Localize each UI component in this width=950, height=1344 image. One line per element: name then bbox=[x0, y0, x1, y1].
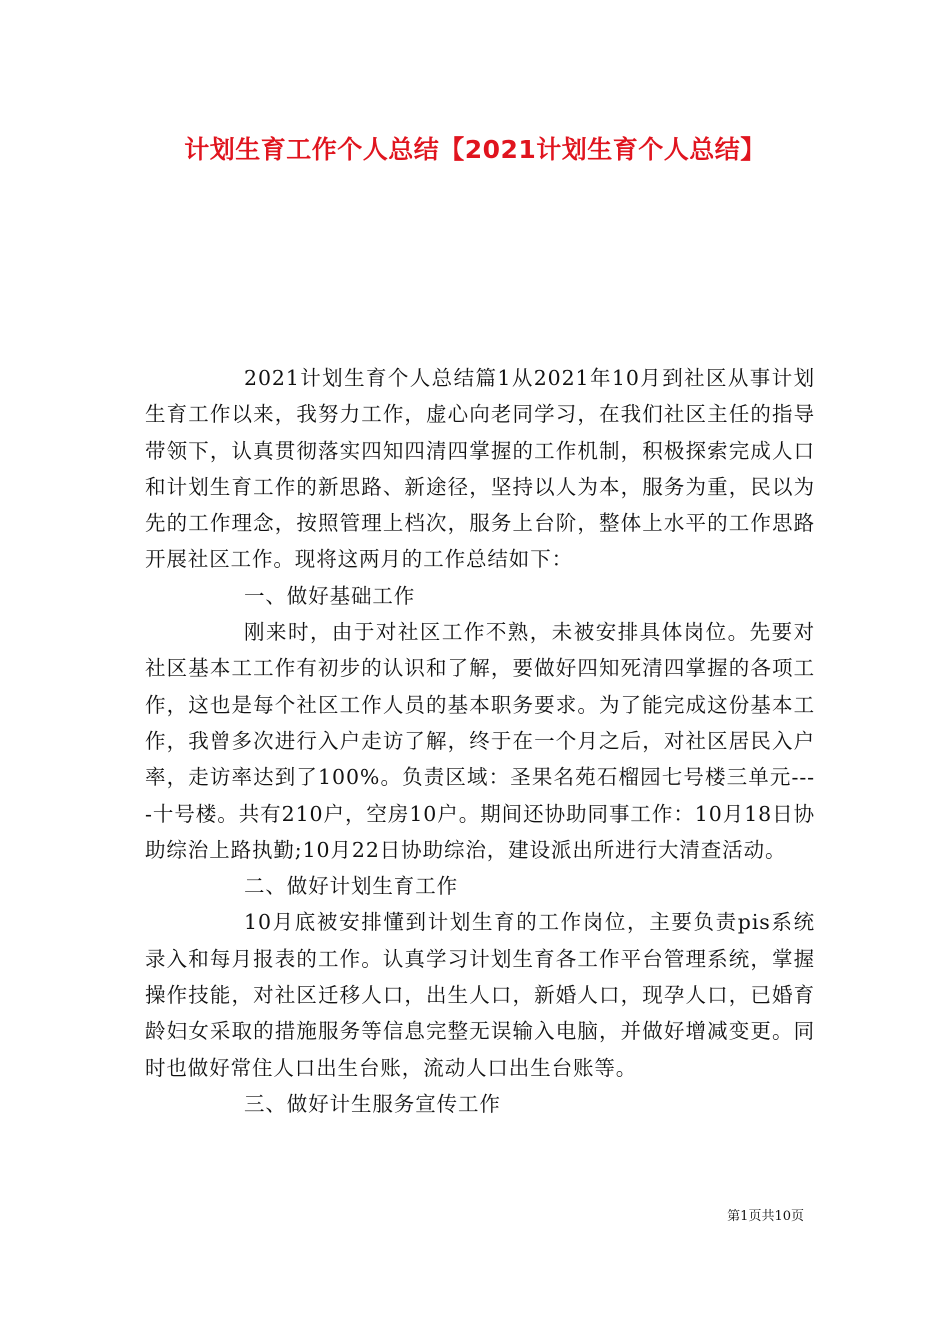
document-title: 计划生育工作个人总结【2021计划生育个人总结】 bbox=[184, 135, 766, 164]
section-heading-2: 二、做好计划生育工作 bbox=[244, 874, 458, 899]
page-number: 第1页共10页 bbox=[727, 1209, 804, 1224]
paragraph-intro: 2021计划生育个人总结篇1从2021年10月到社区从事计划生育工作以来，我努力工作，虚心向老同学习，在我们社区主任的指导带领下，认真贯彻落实四知四清四掌握的工作机制，积极探索完成人口和计划生育工作的新思路、新途径，坚持以人为本，服务为重，民以为先的工作理念，按照管理上档次，服务上台阶，整体上水平的工作思路开展社区工作。现将这两月的工作总结如下： bbox=[145, 366, 815, 572]
section-heading-3: 三、做好计生服务宣传工作 bbox=[244, 1091, 501, 1116]
document-body bbox=[145, 360, 815, 1122]
paragraph-section-2: 10月底被安排懂到计划生育的工作岗位，主要负责pis系统录入和每月报表的工作。认真学习计划生育各工作平台管理系统，掌握操作技能，对社区迁移人口，出生人口，新婚人口，现孕人口，已婚育龄妇女采取的措施服务等信息完整无误输入电脑，并做好增减变更。同时也做好常住人口出生台账，流动人口出生台账等。 bbox=[145, 910, 815, 1080]
paragraph-section-1: 刚来时，由于对社区工作不熟，未被安排具体岗位。先要对社区基本工工作有初步的认识和了解，要做好四知死清四掌握的各项工作，这也是每个社区工作人员的基本职务要求。为了能完成这份基本工作，我曾多次进行入户走访了解，终于在一个月之后，对社区居民入户率，走访率达到了100%。负责区域：圣果名苑石榴园七号楼三单元----十号楼。共有210户，空房10户。期间还协助同事工作：10月18日协助综治上路执勤;10月22日协助综治，建设派出所进行大清查活动。 bbox=[145, 620, 815, 862]
section-heading-1: 一、做好基础工作 bbox=[244, 583, 416, 608]
